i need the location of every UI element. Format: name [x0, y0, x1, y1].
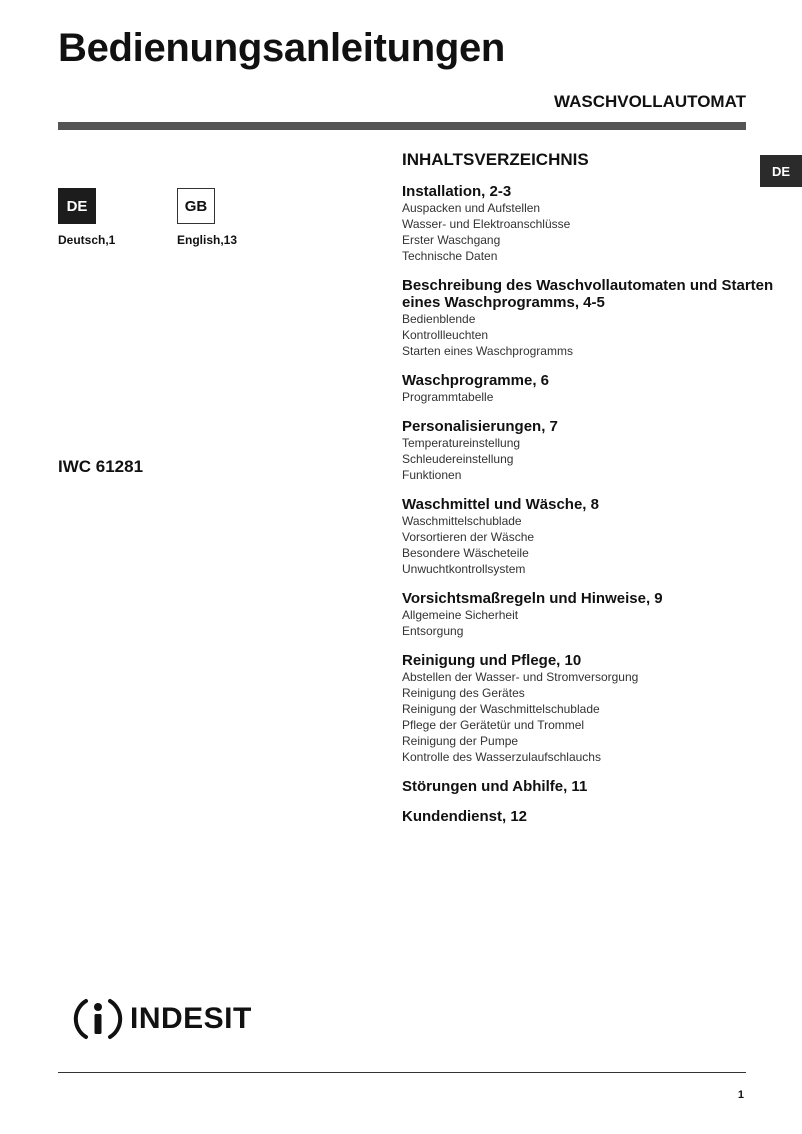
- toc-section-title: Kundendienst, 12: [402, 808, 528, 825]
- toc-section-title: Störungen und Abhilfe, 11: [402, 778, 588, 795]
- toc-section-title: Installation, 2-3: [402, 183, 512, 200]
- toc-item: Kontrollleuchten: [402, 328, 489, 342]
- toc-section: [402, 496, 774, 577]
- toc-item: Erster Waschgang: [402, 233, 501, 247]
- toc-item: Programmtabelle: [402, 390, 494, 404]
- toc-item: Reinigung der Waschmittelschublade: [402, 702, 600, 716]
- footer-divider: [58, 1072, 746, 1073]
- toc-section: [402, 652, 774, 765]
- toc-item: Abstellen der Wasser- und Stromversorgung: [402, 670, 639, 684]
- header-divider: [58, 122, 746, 130]
- toc-item: Kontrolle des Wasserzulaufschlauchs: [402, 750, 601, 764]
- language-caption-gb: English,13: [177, 233, 238, 247]
- toc-item: Technische Daten: [402, 249, 498, 263]
- language-caption-de: Deutsch,1: [58, 233, 116, 247]
- toc-section-title: Beschreibung des Waschvollautomaten und Starten eines Waschprogramms, 4-5: [402, 277, 774, 311]
- toc-item: Reinigung des Gerätes: [402, 686, 525, 700]
- toc-section-title: Personalisierungen, 7: [402, 418, 558, 435]
- toc-section: [402, 183, 774, 264]
- toc-section: [402, 778, 774, 795]
- toc-item: Allgemeine Sicherheit: [402, 608, 519, 622]
- page-number: 1: [737, 1089, 744, 1101]
- toc-item: Entsorgung: [402, 624, 464, 638]
- toc-item: Schleudereinstellung: [402, 452, 514, 466]
- toc-section: [402, 590, 774, 639]
- language-code-de: DE: [58, 188, 96, 224]
- toc-item: Waschmittelschublade: [402, 514, 522, 528]
- toc-section: [402, 808, 774, 825]
- toc-section: [402, 418, 774, 483]
- toc-item: Auspacken und Aufstellen: [402, 201, 541, 215]
- toc-section: [402, 277, 774, 359]
- toc-item: Funktionen: [402, 468, 462, 482]
- toc-heading: INHALTSVERZEICHNIS: [402, 150, 589, 169]
- indesit-logo-icon: [72, 995, 124, 1043]
- page-title: Bedienungsanleitungen: [58, 26, 506, 70]
- toc-section-title: Vorsichtsmaßregeln und Hinweise, 9: [402, 590, 663, 607]
- language-entry-de[interactable]: [58, 188, 115, 247]
- toc-item: Pflege der Gerätetür und Trommel: [402, 718, 585, 732]
- toc-item: Wasser- und Elektroanschlüsse: [402, 217, 571, 231]
- toc-section: [402, 372, 774, 405]
- model-number: IWC 61281: [58, 457, 144, 476]
- toc-section-title: Waschmittel und Wäsche, 8: [402, 496, 599, 513]
- table-of-contents: [402, 150, 774, 838]
- toc-section-title: Reinigung und Pflege, 10: [402, 652, 582, 669]
- toc-section-title: Waschprogramme, 6: [402, 372, 549, 389]
- toc-item: Vorsortieren der Wäsche: [402, 530, 535, 544]
- toc-item: Temperatureinstellung: [402, 436, 521, 450]
- toc-item: Reinigung der Pumpe: [402, 734, 519, 748]
- toc-item: Starten eines Waschprogramms: [402, 344, 573, 358]
- toc-sections: [402, 183, 774, 825]
- logo-wordmark: INDESIT: [130, 1002, 252, 1035]
- toc-item: Unwuchtkontrollsystem: [402, 562, 526, 576]
- toc-item: Besondere Wäscheteile: [402, 546, 529, 560]
- language-tab-de: DE: [760, 155, 802, 187]
- language-code-gb: GB: [177, 188, 215, 224]
- toc-item: Bedienblende: [402, 312, 476, 326]
- product-type: WASCHVOLLAUTOMAT: [553, 92, 746, 111]
- language-entry-gb[interactable]: [177, 188, 237, 247]
- brand-logo: [72, 995, 252, 1043]
